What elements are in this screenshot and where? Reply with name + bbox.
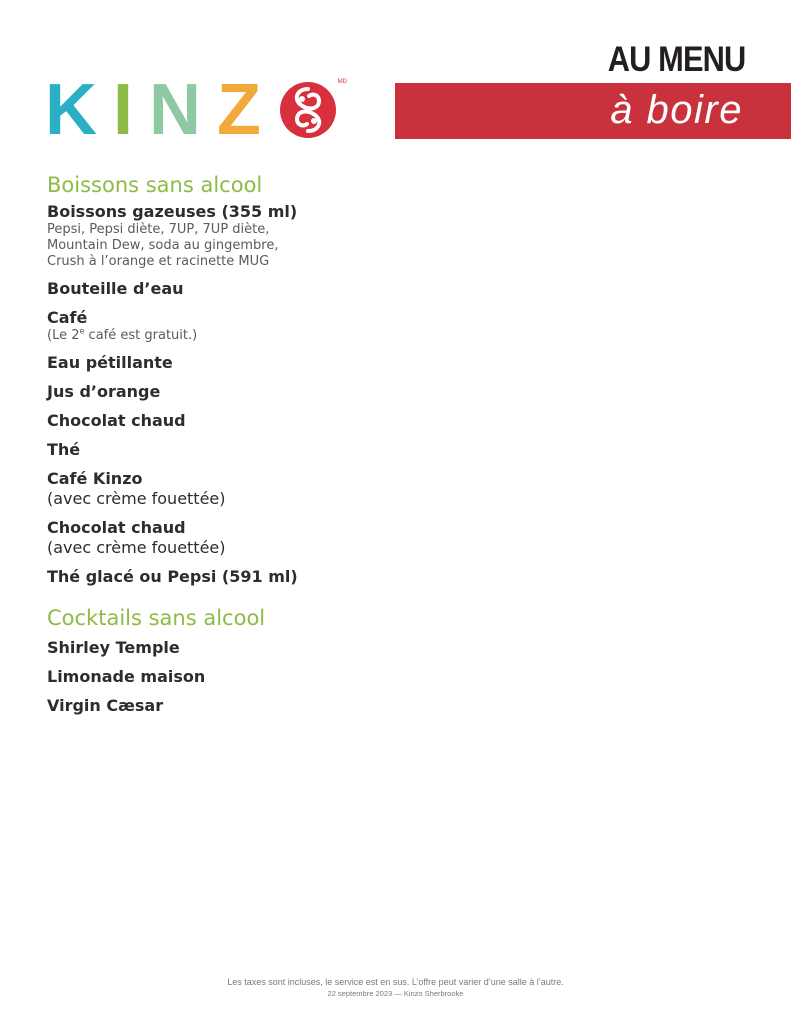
item-name: Bouteille d’eau — [47, 279, 184, 298]
menu-item — [47, 440, 387, 460]
logo-letter-i: I — [113, 70, 134, 150]
item-name: Eau pétillante — [47, 353, 173, 372]
item-subline: (avec crème fouettée) — [47, 538, 226, 557]
item-subline: (avec crème fouettée) — [47, 489, 226, 508]
footer — [0, 976, 791, 999]
menu-item — [47, 469, 387, 509]
item-name: Chocolat chaud — [47, 518, 186, 537]
item-name: Thé — [47, 440, 81, 459]
item-description-line: Crush à l’orange et racinette MUG — [47, 254, 270, 269]
logo-letter-k: K — [45, 70, 97, 150]
menu-item — [47, 518, 387, 558]
item-name: Café — [47, 308, 88, 327]
trademark-md: MD — [337, 79, 347, 85]
menu-item — [47, 382, 387, 402]
menu-item — [47, 308, 387, 344]
item-note-superscript: e — [79, 326, 85, 336]
banner-subtitle: à boire — [610, 88, 743, 132]
footer-date-location: 22 septembre 2023 — Kinzo Sherbrooke — [327, 989, 464, 998]
menu-item — [47, 667, 387, 687]
item-note — [47, 328, 387, 344]
title-banner — [395, 83, 791, 139]
menu-item — [47, 638, 387, 658]
item-name: Chocolat chaud — [47, 411, 186, 430]
item-note-end: café est gratuit.) — [84, 328, 198, 343]
kinzo-swirl-icon — [279, 79, 347, 139]
menu-item — [47, 696, 387, 716]
footer-disclaimer: Les taxes sont incluses, le service est en sus. L’offre peut varier d’une salle à l’autre. — [227, 977, 564, 987]
item-name: Café Kinzo — [47, 469, 143, 488]
section-title: Boissons sans alcool — [47, 173, 263, 197]
kinzo-logo — [45, 70, 347, 150]
item-description-line: Mountain Dew, soda au gingembre, — [47, 238, 279, 253]
logo-letter-z: Z — [217, 70, 261, 150]
menu-item — [47, 353, 387, 373]
section-title: Cocktails sans alcool — [47, 606, 266, 630]
item-name: Jus d’orange — [47, 382, 161, 401]
item-name: Boissons gazeuses (355 ml) — [47, 202, 298, 221]
logo-letter-n: N — [149, 70, 202, 150]
item-name: Virgin Cæsar — [47, 696, 164, 715]
item-note-start: (Le 2 — [47, 328, 80, 343]
menu-item — [47, 202, 387, 270]
menu-item — [47, 567, 387, 587]
page-title: AU MENU — [607, 40, 745, 79]
item-name: Thé glacé ou Pepsi (591 ml) — [47, 567, 298, 586]
menu-item — [47, 279, 387, 299]
menu-content — [47, 172, 387, 725]
item-name: Shirley Temple — [47, 638, 180, 657]
menu-item — [47, 411, 387, 431]
item-description-line: Pepsi, Pepsi diète, 7UP, 7UP diète, — [47, 222, 270, 237]
item-name: Limonade maison — [47, 667, 206, 686]
